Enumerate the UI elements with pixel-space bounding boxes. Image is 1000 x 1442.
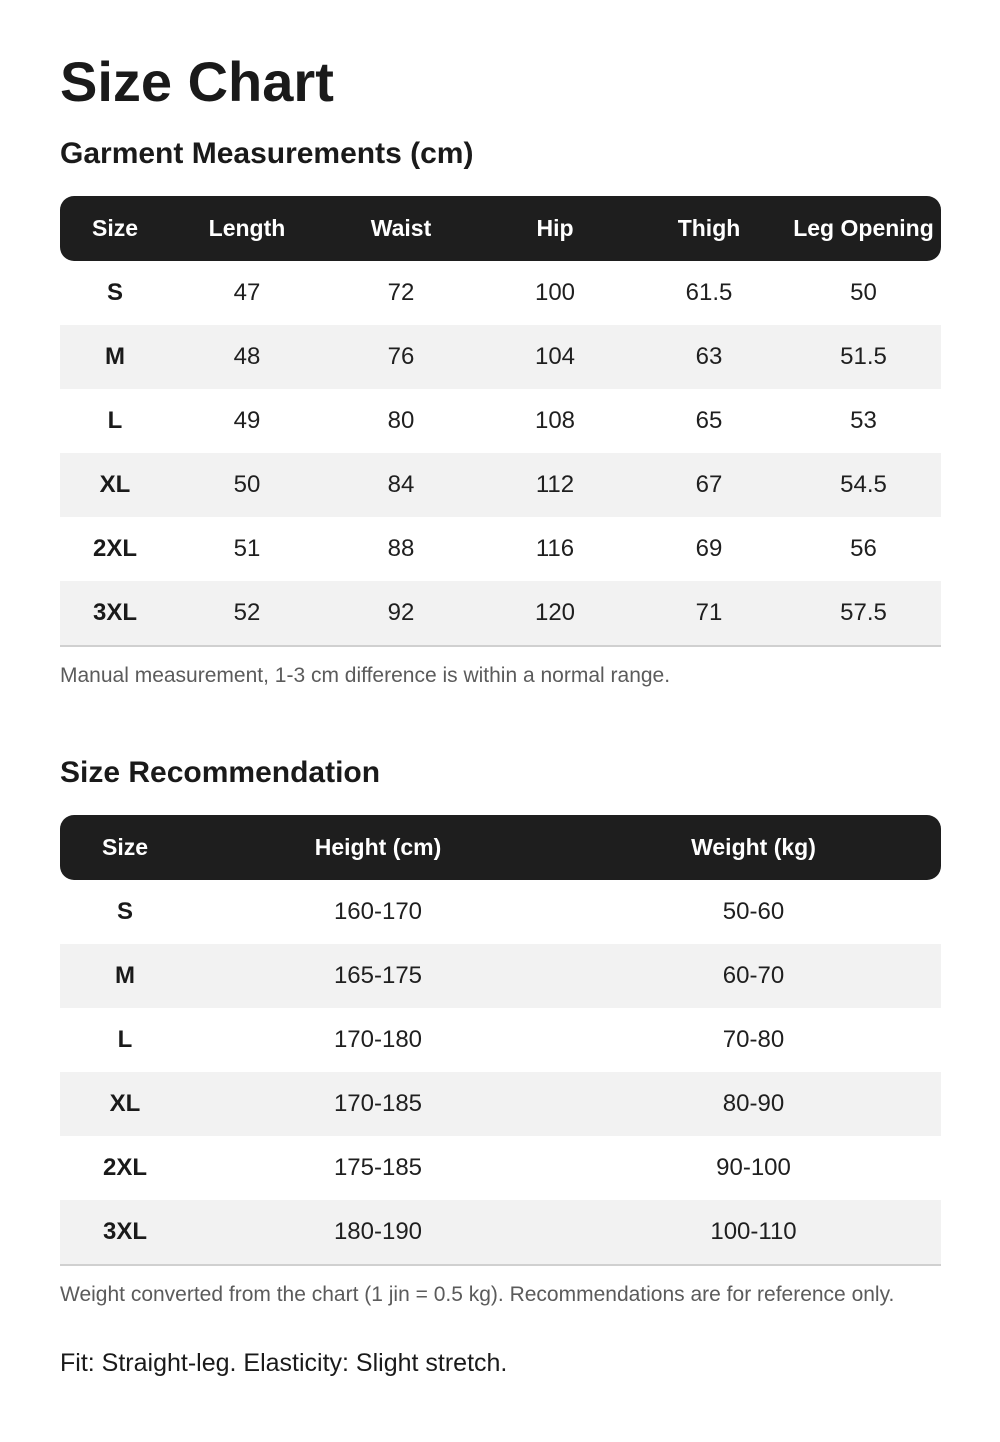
waist-cell: 92	[324, 581, 478, 647]
length-cell: 49	[233, 407, 261, 434]
table-row	[60, 1136, 941, 1200]
table-row	[60, 389, 941, 453]
height-cell: 170-185	[190, 1072, 566, 1136]
size-cell: 3XL	[60, 1200, 190, 1266]
weight-cell: 50-60	[722, 898, 785, 925]
length-cell: 47	[233, 279, 261, 306]
size-cell: M	[60, 325, 170, 389]
height-cell: 170-180	[333, 1026, 423, 1053]
size-cell: 2XL	[102, 1154, 147, 1181]
length-cell: 51	[233, 535, 261, 562]
fit-description: Fit: Straight-leg. Elasticity: Slight stretch.	[60, 1349, 508, 1377]
height-cell: 175-185	[333, 1154, 423, 1181]
hip-cell: 104	[478, 325, 632, 389]
table-row	[60, 581, 941, 647]
table-row	[60, 1072, 941, 1136]
size-cell: XL	[60, 1072, 190, 1136]
size-recommendation-table	[60, 815, 941, 1266]
leg-opening-cell: 51.5	[786, 325, 941, 389]
column-header-size: Size	[60, 815, 190, 880]
leg-opening-cell: 53	[850, 407, 877, 434]
table-row	[60, 261, 941, 325]
hip-cell: 100	[534, 279, 576, 306]
table-row	[60, 1200, 941, 1266]
waist-cell: 84	[324, 453, 478, 517]
table-row	[60, 325, 941, 389]
length-cell: 52	[170, 581, 324, 647]
table-row	[60, 453, 941, 517]
hip-cell: 108	[534, 407, 576, 434]
size-cell: S	[116, 898, 133, 925]
column-header-thigh: Thigh	[632, 196, 786, 261]
column-header-height: Height (cm)	[190, 815, 566, 880]
leg-opening-cell: 56	[850, 535, 877, 562]
weight-cell: 90-100	[716, 1154, 791, 1181]
height-cell: 160-170	[333, 898, 423, 925]
thigh-cell: 69	[695, 535, 723, 562]
column-header-leg-opening: Leg Opening	[786, 196, 941, 261]
measurement-note: Manual measurement, 1-3 cm difference is within a normal range.	[60, 664, 671, 687]
thigh-cell: 61.5	[685, 279, 733, 306]
column-header-length: Length	[170, 196, 324, 261]
recommendation-section-title: Size Recommendation	[60, 756, 381, 789]
length-cell: 50	[170, 453, 324, 517]
column-header-waist: Waist	[324, 196, 478, 261]
hip-cell: 116	[535, 535, 575, 562]
thigh-cell: 63	[632, 325, 786, 389]
leg-opening-cell: 54.5	[786, 453, 941, 517]
table-row	[60, 880, 941, 944]
waist-cell: 88	[387, 535, 415, 562]
height-cell: 180-190	[190, 1200, 566, 1266]
garment-section-title: Garment Measurements (cm)	[60, 137, 474, 170]
height-cell: 165-175	[190, 944, 566, 1008]
recommendation-note: Weight converted from the chart (1 jin = 0.5 kg). Recommendations are for reference only.	[60, 1283, 895, 1306]
size-cell: L	[107, 407, 123, 434]
size-cell: 3XL	[60, 581, 170, 647]
size-cell: 2XL	[92, 535, 137, 562]
weight-cell: 100-110	[566, 1200, 941, 1266]
weight-cell: 70-80	[722, 1026, 785, 1053]
weight-cell: 80-90	[566, 1072, 941, 1136]
column-header-hip: Hip	[478, 196, 632, 261]
leg-opening-cell: 50	[850, 279, 877, 306]
weight-cell: 60-70	[566, 944, 941, 1008]
size-cell: M	[60, 944, 190, 1008]
column-header-size: Size	[60, 196, 170, 261]
column-header-weight: Weight (kg)	[566, 815, 941, 880]
table-row	[60, 944, 941, 1008]
leg-opening-cell: 57.5	[786, 581, 941, 647]
garment-measurements-table	[60, 196, 941, 647]
table-row	[60, 517, 941, 581]
thigh-cell: 71	[632, 581, 786, 647]
waist-cell: 72	[387, 279, 415, 306]
size-cell: L	[117, 1026, 133, 1053]
size-cell: S	[106, 279, 123, 306]
size-cell: XL	[60, 453, 170, 517]
thigh-cell: 65	[695, 407, 723, 434]
table-header-row	[60, 815, 941, 880]
table-row	[60, 1008, 941, 1072]
hip-cell: 112	[478, 453, 632, 517]
waist-cell: 80	[387, 407, 415, 434]
thigh-cell: 67	[632, 453, 786, 517]
hip-cell: 120	[478, 581, 632, 647]
page-title: Size Chart	[60, 50, 334, 113]
waist-cell: 76	[324, 325, 478, 389]
length-cell: 48	[170, 325, 324, 389]
table-header-row	[60, 196, 941, 261]
